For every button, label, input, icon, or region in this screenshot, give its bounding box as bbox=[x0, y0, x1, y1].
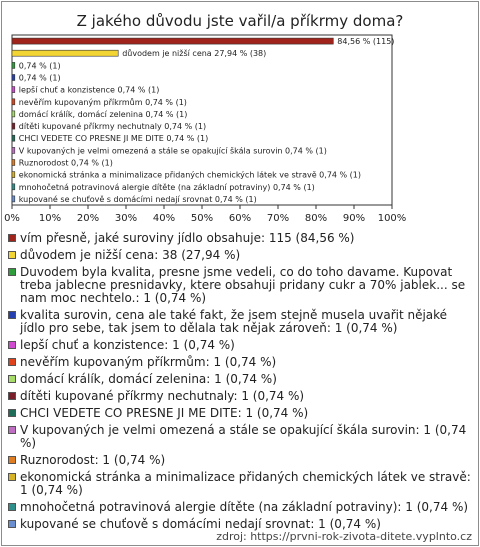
x-tick-label-4: 40% bbox=[152, 213, 176, 224]
x-tick-label-1: 10% bbox=[38, 213, 62, 224]
bar-12 bbox=[12, 184, 15, 190]
bar-7 bbox=[12, 123, 15, 129]
bar-label-6: domácí králík, domácí zelenina 0,74 % (1) bbox=[18, 109, 188, 119]
x-tick-label-3: 30% bbox=[114, 213, 138, 224]
legend-label: důvodem je nižší cena: 38 (27,94 %) bbox=[20, 248, 241, 262]
legend-swatch bbox=[8, 358, 16, 366]
x-tick-label-7: 70% bbox=[266, 213, 290, 224]
bar-9 bbox=[12, 147, 15, 153]
bar-label-1: důvodem je nižší cena 27,94 % (38) bbox=[122, 49, 267, 59]
bar-label-0: 84,56 % (115) bbox=[337, 37, 395, 47]
bar-11 bbox=[12, 172, 15, 178]
x-tick-label-8: 80% bbox=[304, 213, 328, 224]
legend-item bbox=[7, 339, 475, 352]
bar-label-9: V kupovaných je velmi omezená a stále se opakující škála surovin 0,74 % (1) bbox=[18, 146, 327, 156]
bar-10 bbox=[12, 160, 15, 166]
legend-label: nevěřím kupovaným příkrmům: 1 (0,74 %) bbox=[20, 355, 277, 369]
x-tick-label-9: 90% bbox=[342, 213, 366, 224]
legend-swatch bbox=[8, 426, 16, 434]
bar-chart bbox=[2, 2, 478, 230]
bar-label-11: ekonomická stránka a minimalizace přidaných chemických látek ve stravě 0,74 % (1) bbox=[18, 170, 362, 180]
legend-item bbox=[7, 266, 475, 305]
legend-label: dítěti kupované příkrmy nechutnaly: 1 (0,74 %) bbox=[20, 389, 305, 403]
bar-label-5: nevěřím kupovaným příkrmům 0,74 % (1) bbox=[18, 97, 187, 107]
legend-swatch bbox=[8, 473, 16, 481]
x-tick-label-2: 20% bbox=[76, 213, 100, 224]
legend-label: Ruznorodost: 1 (0,74 %) bbox=[20, 453, 166, 467]
legend-item bbox=[7, 249, 475, 262]
legend-item bbox=[7, 356, 475, 369]
legend-label: Duvodem byla kvalita, presne jsme vedeli, co do toho davame. Kupovat treba jablecne presnidavky, ktere obsahuji pridany cukr a 70% jablek... se nam moc nechtelo.: 1 (0,74 %) bbox=[20, 265, 466, 305]
bar-13 bbox=[12, 196, 15, 202]
legend-label: kvalita surovin, cena ale také fakt, že jsem stejně musela uvařit nějaké jídlo pro sebe, tak jsem to dělala tak nějak zároveň: 1 (0,74 %) bbox=[20, 308, 448, 335]
legend-label: domácí králík, domácí zelenina: 1 (0,74 %) bbox=[20, 372, 277, 386]
bar-5 bbox=[12, 99, 15, 105]
legend-item bbox=[7, 454, 475, 467]
legend-item bbox=[7, 407, 475, 420]
legend-item bbox=[7, 309, 475, 335]
x-tick-label-6: 60% bbox=[228, 213, 252, 224]
bar-2 bbox=[12, 62, 15, 68]
legend-label: mnohočetná potravinová alergie dítěte (na základní potraviny): 1 (0,74 %) bbox=[20, 500, 469, 514]
bar-label-12: mnohočetná potravinová alergie dítěte (na základní potraviny) 0,74 % (1) bbox=[18, 182, 315, 192]
bar-3 bbox=[12, 75, 15, 81]
x-tick-label-10: 100% bbox=[377, 213, 407, 224]
legend-label: lepší chuť a konzistence: 1 (0,74 %) bbox=[20, 338, 235, 352]
chart-frame bbox=[1, 1, 479, 546]
legend-item bbox=[7, 471, 475, 497]
bar-label-8: CHCI VEDETE CO PRESNE JI ME DITE 0,74 % (1) bbox=[18, 134, 209, 144]
bar-label-13: kupované se chuťově s domácími nedají srovnat 0,74 % (1) bbox=[18, 194, 257, 204]
bar-1 bbox=[12, 50, 118, 56]
legend-swatch bbox=[8, 311, 16, 319]
legend-item bbox=[7, 424, 475, 450]
legend-label: ekonomická stránka a minimalizace přidaných chemických látek ve stravě: 1 (0,74 %) bbox=[20, 470, 471, 497]
bar-4 bbox=[12, 87, 15, 93]
bar-0 bbox=[12, 38, 333, 44]
bar-label-3: 0,74 % (1) bbox=[18, 73, 61, 83]
legend-item bbox=[7, 390, 475, 403]
x-tick-label-5: 50% bbox=[190, 213, 214, 224]
legend-label: kupované se chuťově s domácími nedají srovnat: 1 (0,74 %) bbox=[20, 517, 381, 531]
legend-label: vím přesně, jaké suroviny jídlo obsahuje: 115 (84,56 %) bbox=[20, 231, 355, 245]
bar-8 bbox=[12, 135, 15, 141]
legend-item bbox=[7, 232, 475, 245]
legend-swatch bbox=[8, 268, 16, 276]
legend-label: V kupovaných je velmi omezená a stále se opakující škála surovin: 1 (0,74 %) bbox=[20, 423, 467, 450]
bar-label-7: dítěti kupované příkrmy nechutnaly 0,74 % (1) bbox=[18, 122, 207, 132]
legend-label: CHCI VEDETE CO PRESNE JI ME DITE: 1 (0,74 %) bbox=[20, 406, 309, 420]
legend-swatch bbox=[8, 456, 16, 464]
legend-swatch bbox=[8, 503, 16, 511]
legend-swatch bbox=[8, 234, 16, 242]
legend-swatch bbox=[8, 409, 16, 417]
chart-title: Z jakého důvodu jste vařil/a příkrmy doma? bbox=[76, 12, 404, 30]
bar-label-4: lepší chuť a konzistence 0,74 % (1) bbox=[18, 85, 160, 95]
bar-label-10: Ruznorodost 0,74 % (1) bbox=[18, 158, 113, 168]
legend-item bbox=[7, 373, 475, 386]
x-tick-label-0: 0% bbox=[4, 213, 20, 224]
legend-swatch bbox=[8, 375, 16, 383]
legend-swatch bbox=[8, 251, 16, 259]
legend-swatch bbox=[8, 392, 16, 400]
source-credit: zdroj: https://prvni-rok-zivota-ditete.vyplnto.cz bbox=[216, 530, 472, 543]
bar-label-2: 0,74 % (1) bbox=[18, 61, 61, 71]
legend-swatch bbox=[8, 520, 16, 528]
legend-item bbox=[7, 501, 475, 514]
legend-swatch bbox=[8, 341, 16, 349]
bar-6 bbox=[12, 111, 15, 117]
chart-legend bbox=[7, 232, 475, 535]
